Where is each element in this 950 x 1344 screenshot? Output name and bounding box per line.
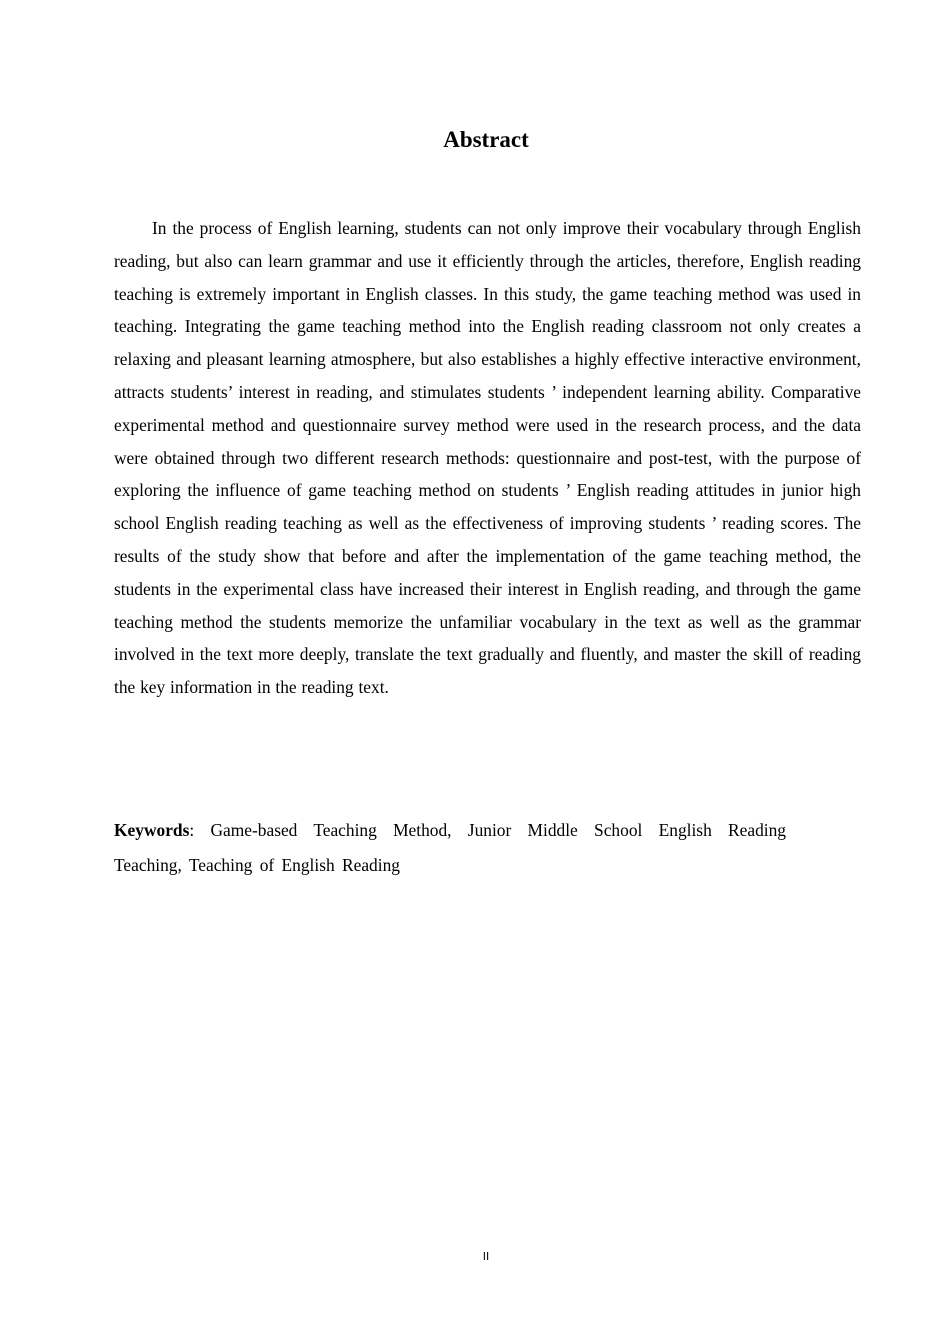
keywords-label: Keywords <box>114 820 190 840</box>
keywords-list: Game-based Teaching Method, Junior Middle School English Reading Teaching, Teaching of English Reading <box>114 820 786 875</box>
abstract-body-paragraph: In the process of English learning, students can not only improve their vocabulary through English reading, but also can learn grammar and use it efficiently through the articles, therefore, English reading teaching is extremely important in English classes. In this study, the game teaching method was used in teaching. Integrating the game teaching method into the English reading classroom not only creates a relaxing and pleasant learning atmosphere, but also establishes a highly effective interactive environment, attracts students’ interest in reading, and stimulates students ’ independent learning ability. Comparative experimental method and questionnaire survey method were used in the research process, and the data were obtained through two different research methods: questionnaire and post-test, with the purpose of exploring the influence of game teaching method on students ’ English reading attitudes in junior high school English reading teaching as well as the effectiveness of improving students ’ reading scores. The results of the study show that before and after the implementation of the game teaching method, the students in the experimental class have increased their interest in English reading, and through the game teaching method the students memorize the unfamiliar vocabulary in the text as well as the grammar involved in the text more deeply, translate the text gradually and fluently, and master the skill of reading the key information in the reading text. <box>114 218 861 698</box>
abstract-title: Abstract <box>443 127 529 152</box>
page-number: II <box>482 1250 490 1263</box>
keywords-paragraph <box>114 813 786 883</box>
keywords-separator: : <box>189 820 195 840</box>
